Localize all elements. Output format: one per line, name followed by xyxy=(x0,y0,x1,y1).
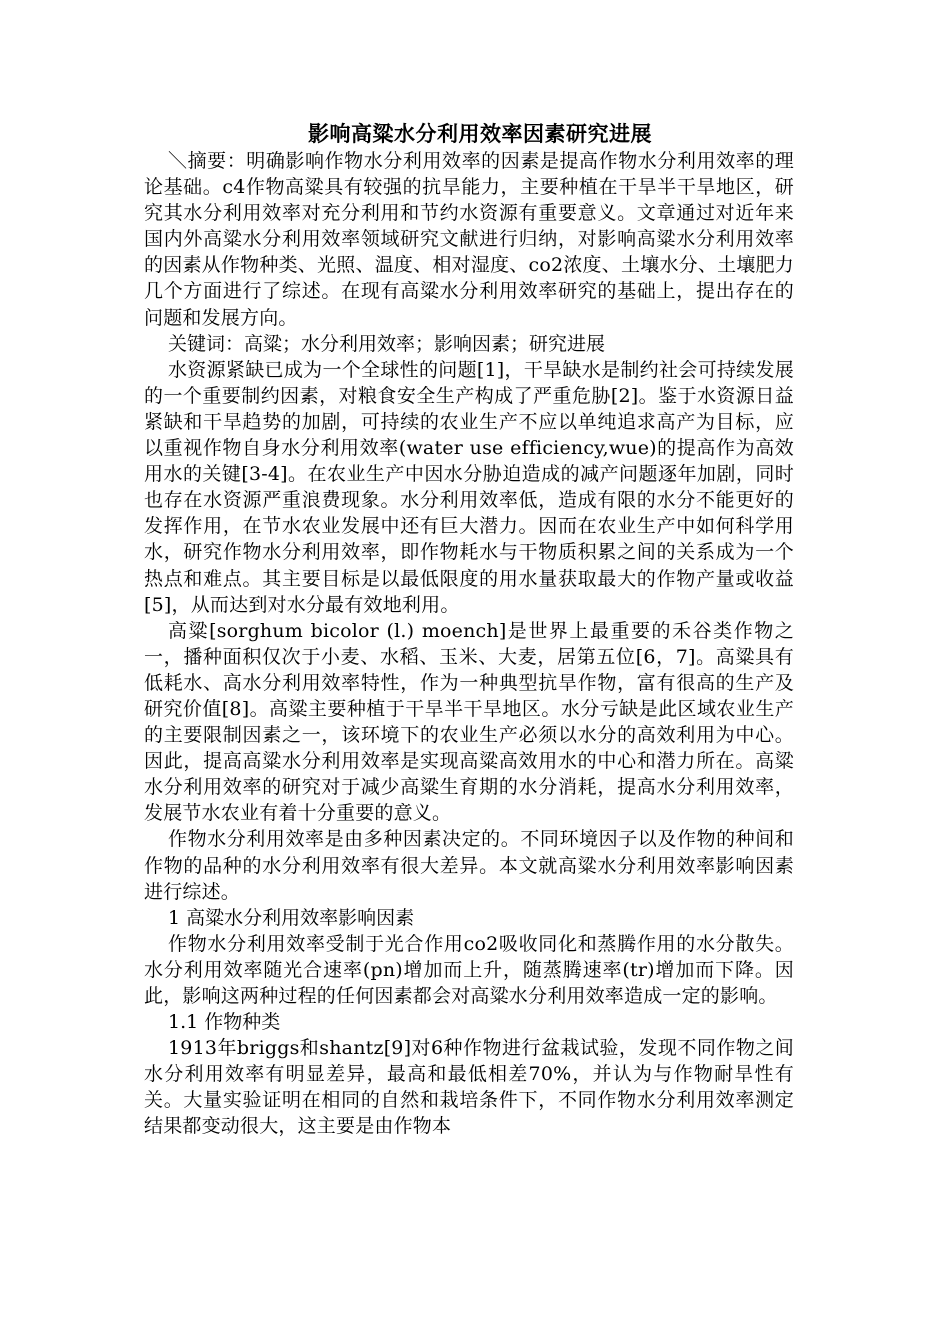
section-1-1-heading: 1.1 作物种类 xyxy=(168,1011,281,1034)
intro-paragraph-2: 高粱[sorghum bicolor (l.) moench]是世界上最重要的禾谷类作物之一，播种面积仅次于小麦、水稻、玉米、大麦，居第五位[6，7]。高粱具有低耗水、高水分利用效率特性，作为一种典型抗旱作物，富有很高的生产及研究价值[8]。高粱主要种植于干旱半干旱地区。水分亏缺是此区域农业生产的主要限制因素之一，该环境下的农业生产必须以水分的高效利用为中心。因此，提高高粱水分利用效率是实现高粱高效用水的中心和潜力所在。高粱水分利用效率的研究对于减少高粱生育期的水分消耗，提高水分利用效率，发展节水农业有着十分重要的意义。 xyxy=(144,619,794,825)
abstract-paragraph: ＼摘要：明确影响作物水分利用效率的因素是提高作物水分利用效率的理论基础。c4作物高粱具有较强的抗旱能力，主要种植在干旱半干旱地区，研究其水分利用效率对充分利用和节约水资源有重要意义。文章通过对近年来国内外高粱水分利用效率领域研究文献进行归纳，对影响高粱水分利用效率的因素从作物种类、光照、温度、相对湿度、co2浓度、土壤水分、土壤肥力几个方面进行了综述。在现有高粱水分利用效率研究的基础上，提出存在的问题和发展方向。 xyxy=(144,150,794,329)
intro-paragraph-3: 作物水分利用效率是由多种因素决定的。不同环境因子以及作物的种间和作物的品种的水分利用效率有很大差异。本文就高粱水分利用效率影响因素进行综述。 xyxy=(144,828,794,903)
document-body xyxy=(144,120,794,1140)
intro-paragraph-1: 水资源紧缺已成为一个全球性的问题[1]，干旱缺水是制约社会可持续发展的一个重要制约因素，对粮食安全生产构成了严重危胁[2]。鉴于水资源日益紧缺和干旱趋势的加剧，可持续的农业生产不应以单纯追求高产为目标，应以重视作物自身水分利用效率(water use efficiency,wue)的提高作为高效用水的关键[3-4]。在农业生产中因水分胁迫造成的减产问题逐年加剧，同时也存在水资源严重浪费现象。水分利用效率低，造成有限的水分不能更好的发挥作用，在节水农业发展中还有巨大潜力。因而在农业生产中如何科学用水，研究作物水分利用效率，即作物耗水与干物质积累之间的关系成为一个热点和难点。其主要目标是以最低限度的用水量获取最大的作物产量或收益[5]，从而达到对水分最有效地利用。 xyxy=(144,358,794,616)
section-1-heading: 1 高粱水分利用效率影响因素 xyxy=(168,906,415,929)
document-title: 影响高粱水分利用效率因素研究进展 xyxy=(308,121,652,146)
section-1-1-paragraph: 1913年briggs和shantz[9]对6种作物进行盆栽试验，发现不同作物之间水分利用效率有明显差异，最高和最低相差70%，并认为与作物耐旱性有关。大量实验证明在相同的自然和栽培条件下，不同作物水分利用效率测定结果都变动很大，这主要是由作物本 xyxy=(144,1037,794,1138)
keywords-line: 关键词：高粱；水分利用效率；影响因素；研究进展 xyxy=(168,332,606,355)
section-1-paragraph: 作物水分利用效率受制于光合作用co2吸收同化和蒸腾作用的水分散失。水分利用效率随光合速率(pn)增加而上升，随蒸腾速率(tr)增加而下降。因此，影响这两种过程的任何因素都会对高粱水分利用效率造成一定的影响。 xyxy=(144,932,794,1007)
